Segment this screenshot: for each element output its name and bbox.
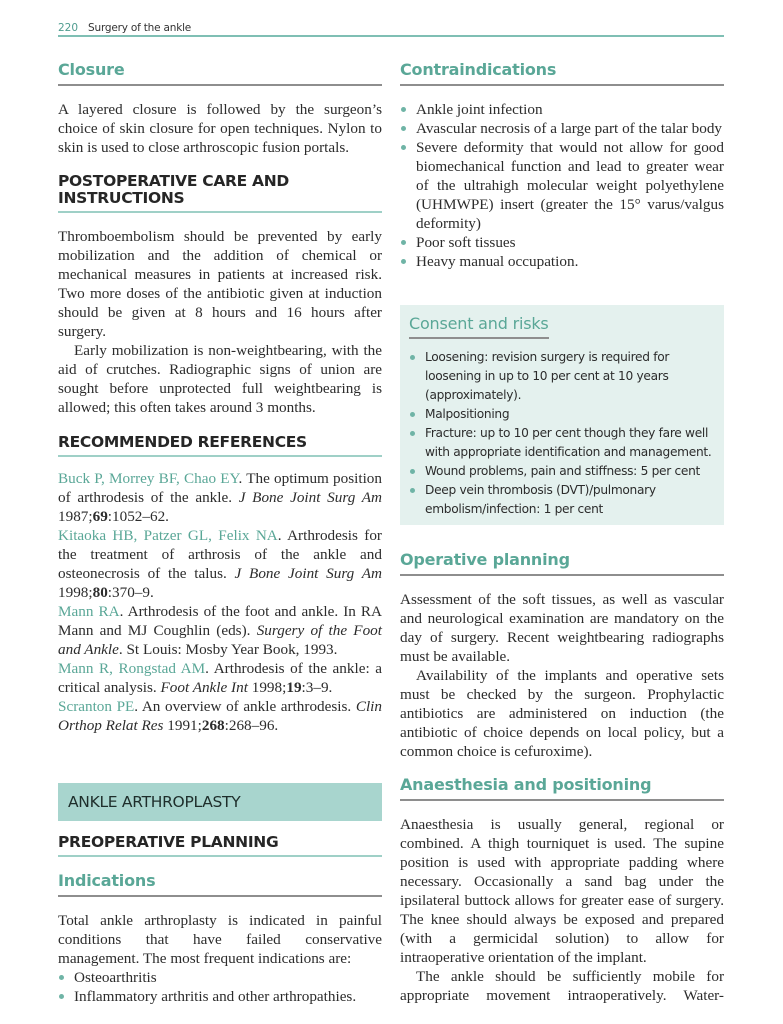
reference-year: 1987;	[58, 508, 93, 525]
reference-authors: Buck P, Morrey BF, Chao EY	[58, 470, 239, 487]
reference-authors: Kitaoka HB, Patzer GL, Felix NA	[58, 527, 278, 544]
bullet-icon	[410, 469, 415, 474]
list-item: Wound problems, pain and stiffness: 5 per cent	[409, 462, 715, 481]
list-item: Poor soft tissues	[400, 233, 724, 252]
reference-title: . Arthrodesis of the foot and ankle. In RA Mann and MJ Coughlin (eds).	[58, 603, 383, 639]
list-item: Severe deformity that would not allow for good biomechanical function and lead to greater wear of the ultrahigh molecular weight polyethylene (UHMWPE) insert (greater the 15° varus/valgus deformity)	[400, 138, 724, 233]
right-column	[400, 60, 724, 271]
operative-para-2: Availability of the implants and operative sets must be checked by the surgeon. Prophylactic antibiotics are administered on induction (the antibiotic of choice depends on local policy, but a common choice is cefuroxime).	[400, 667, 724, 760]
bullet-icon	[410, 488, 415, 493]
reference-title: . Arthrodesis of the ankle: a critical analysis.	[58, 660, 382, 696]
ankle-arthroplasty-heading: ANKLE ARTHROPLASTY	[68, 793, 241, 811]
reference-authors: Scranton PE	[58, 698, 135, 715]
running-title: Surgery of the ankle	[88, 22, 192, 34]
reference-year: . St Louis: Mosby Year Book, 1993.	[118, 641, 338, 658]
bullet-icon	[401, 145, 406, 150]
postop-heading-line2: INSTRUCTIONS	[58, 189, 185, 207]
bullet-icon	[401, 107, 406, 112]
reference-item	[58, 469, 382, 526]
consent-list	[409, 348, 715, 519]
reference-pages: :3–9.	[301, 679, 333, 696]
bullet-icon	[410, 355, 415, 360]
references-heading: RECOMMENDED REFERENCES	[58, 434, 382, 457]
reference-year: 1998;	[58, 584, 93, 601]
contraindications-list	[400, 100, 724, 271]
reference-year: 1998;	[247, 679, 287, 696]
preop-heading: PREOPERATIVE PLANNING	[58, 834, 382, 857]
running-head	[58, 18, 724, 37]
references-list	[58, 469, 382, 735]
bullet-icon	[59, 994, 64, 999]
bullet-icon	[410, 431, 415, 436]
reference-item	[58, 697, 382, 735]
reference-volume: 69	[92, 508, 108, 525]
postop-para-1: Thromboembolism should be prevented by early mobilization and the addition of chemical or mechanical measures in patients at increased risk. Two more doses of the antibiotic given at induction should be given at 8 hours and 16 hours after surgery.	[58, 228, 382, 340]
closure-text: A layered closure is followed by the surgeon’s choice of skin closure for open techniques. Nylon to skin is used to close arthroscopic fusion portals.	[58, 101, 382, 156]
right-column-lower	[400, 550, 724, 1005]
bullet-icon	[401, 240, 406, 245]
reference-title: . The optimum position of arthrodesis of the ankle.	[58, 470, 382, 506]
list-item: Osteoarthritis	[58, 968, 382, 987]
consent-and-risks-box	[400, 305, 724, 525]
reference-volume: 268	[201, 717, 225, 734]
bullet-icon	[59, 975, 64, 980]
reference-pages: :268–96.	[224, 717, 279, 734]
indications-text: Total ankle arthroplasty is indicated in painful conditions that have failed conservative management. The most frequent indications are:	[58, 912, 382, 967]
list-item: Fracture: up to 10 per cent though they fare well with appropriate identification and management.	[409, 424, 715, 462]
reference-item	[58, 602, 382, 659]
ankle-arthroplasty-band	[58, 783, 382, 821]
list-item: Deep vein thrombosis (DVT)/pulmonary embolism/infection: 1 per cent	[409, 481, 715, 519]
bullet-icon	[410, 412, 415, 417]
anaesthesia-heading: Anaesthesia and positioning	[400, 775, 724, 801]
closure-heading: Closure	[58, 60, 382, 86]
operative-planning-heading: Operative planning	[400, 550, 724, 576]
reference-volume: 19	[286, 679, 302, 696]
contraindications-heading: Contraindications	[400, 60, 724, 86]
consent-heading: Consent and risks	[409, 314, 549, 339]
page-number: 220	[58, 22, 79, 34]
postop-heading	[58, 173, 382, 213]
reference-authors: Mann RA	[58, 603, 120, 620]
bullet-icon	[401, 259, 406, 264]
operative-para-1: Assessment of the soft tissues, as well as vascular and neurological examination are mandatory on the day of surgery. Recent weightbearing radiographs must be available.	[400, 591, 724, 665]
anaesthesia-para-2: The ankle should be sufficiently mobile for appropriate movement intraoperatively. Water-	[400, 968, 724, 1004]
reference-pages: :370–9.	[107, 584, 154, 601]
indications-heading: Indications	[58, 871, 382, 897]
anaesthesia-para-1: Anaesthesia is usually general, regional or combined. A thigh tourniquet is used. The supine position is used with appropriate padding where necessary. Occasionally a sand bag under the ipsilateral buttock allows for greater ease of surgery. The knee should always be exposed and prepared (with a germicidal solution) to allow for intraoperative orientation of the implant.	[400, 816, 724, 966]
list-item: Ankle joint infection	[400, 100, 724, 119]
left-column-lower	[58, 834, 382, 1006]
reference-journal: J Bone Joint Surg Am	[234, 565, 382, 582]
reference-journal: Surgery of the Foot and Ankle	[58, 622, 382, 658]
postop-heading-line1: POSTOPERATIVE CARE AND	[58, 172, 289, 190]
list-item: Malpositioning	[409, 405, 715, 424]
reference-item	[58, 659, 382, 697]
indications-list	[58, 968, 382, 1006]
left-column	[58, 60, 382, 735]
postop-para-2: Early mobilization is non-weightbearing, with the aid of crutches. Radiographic signs of union are sought before unprotected full weightbearing is allowed; this often takes around 3 months.	[58, 342, 382, 416]
list-item: Loosening: revision surgery is required for loosening in up to 10 per cent at 10 years (approximately).	[409, 348, 715, 405]
reference-title: . Arthrodesis for the treatment of arthrosis of the ankle and osteonecrosis of the talus.	[58, 527, 382, 582]
reference-journal: Clin Orthop Relat Res	[58, 698, 382, 734]
list-item: Heavy manual occupation.	[400, 252, 724, 271]
reference-item	[58, 526, 382, 602]
reference-journal: Foot Ankle Int	[160, 679, 248, 696]
reference-year: 1991;	[163, 717, 202, 734]
list-item: Avascular necrosis of a large part of the talar body	[400, 119, 724, 138]
reference-title: . An overview of ankle arthrodesis.	[134, 698, 356, 715]
bullet-icon	[401, 126, 406, 131]
reference-authors: Mann R, Rongstad AM	[58, 660, 206, 677]
list-item: Inflammatory arthritis and other arthropathies.	[58, 987, 382, 1006]
reference-volume: 80	[92, 584, 108, 601]
reference-pages: :1052–62.	[107, 508, 169, 525]
reference-journal: J Bone Joint Surg Am	[238, 489, 382, 506]
